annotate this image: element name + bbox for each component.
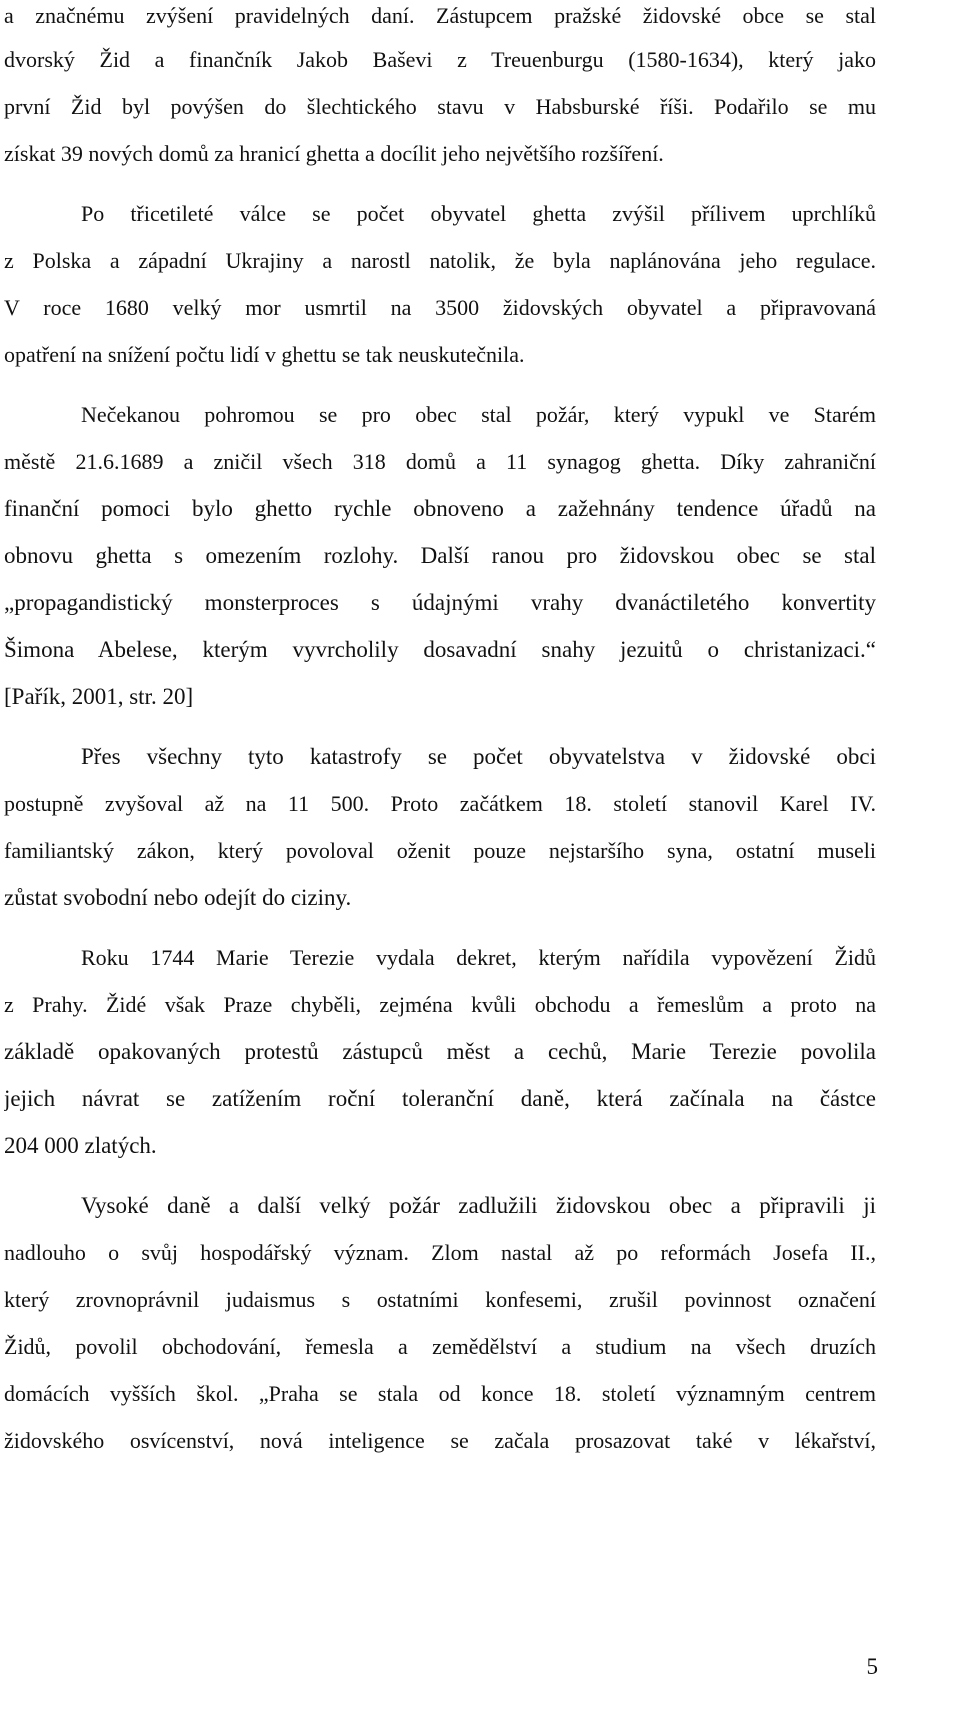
text-line: 204 000 zlatých. [4, 1133, 157, 1158]
text-line: z Polska a západní Ukrajiny a narostl natolik, že byla naplánována jeho regulace. [4, 248, 876, 273]
text-line: familiantský zákon, který povoloval oženit pouze nejstaršího syna, ostatní museli [4, 838, 876, 863]
text-line: finanční pomoci bylo ghetto rychle obnoveno a zažehnány tendence úřadů na [4, 496, 876, 521]
text-line: první Žid byl povýšen do šlechtického stavu v Habsburské říši. Podařilo se mu [4, 94, 876, 119]
text-line: V roce 1680 velký mor usmrtil na 3500 židovských obyvatel a připravovaná [4, 295, 876, 320]
text-line: Přes všechny tyto katastrofy se počet obyvatelstva v židovské obci [81, 744, 876, 769]
text-line: zůstat svobodní nebo odejít do ciziny. [4, 885, 352, 910]
text-line: z Prahy. Židé však Praze chyběli, zejména kvůli obchodu a řemeslům a proto na [4, 992, 876, 1017]
citation: [Pařík, 2001, str. 20] [4, 684, 194, 709]
text-line: získat 39 nových domů za hranicí ghetta a docílit jeho největšího rozšíření. [4, 141, 664, 166]
text-line: Nečekanou pohromou se pro obec stal požár, který vypukl ve Starém [81, 402, 876, 427]
text-line: židovského osvícenství, nová inteligence se začala prosazovat také v lékařství, [4, 1428, 876, 1453]
text-line: jejich návrat se zatížením roční toleranční daně, která začínala na částce [4, 1086, 876, 1111]
text-line: Židů, povolil obchodování, řemesla a zemědělství a studium na všech druzích [4, 1334, 876, 1359]
text-line: domácích vyšších škol. „Praha se stala od konce 18. století významným centrem [4, 1381, 876, 1406]
text-line: Roku 1744 Marie Terezie vydala dekret, kterým nařídila vypovězení Židů [81, 945, 876, 970]
text-line: obnovu ghetta s omezením rozlohy. Další ranou pro židovskou obec se stal [4, 543, 876, 568]
text-line: dvorský Žid a finančník Jakob Baševi z Treuenburgu (1580-1634), který jako [4, 47, 876, 72]
text-line: městě 21.6.1689 a zničil všech 318 domů a 11 synagog ghetta. Díky zahraniční [4, 449, 876, 474]
text-line: „propagandistický monsterproces s údajnými vrahy dvanáctiletého konvertity [4, 590, 876, 615]
text-line: a značnému zvýšení pravidelných daní. Zástupcem pražské židovské obce se stal [4, 3, 876, 28]
text-line: opatření na snížení počtu lidí v ghettu se tak neuskutečnila. [4, 342, 525, 367]
text-line: nadlouho o svůj hospodářský význam. Zlom nastal až po reformách Josefa II., [4, 1240, 876, 1265]
text-line: základě opakovaných protestů zástupců měst a cechů, Marie Terezie povolila [4, 1039, 876, 1064]
text-line: Vysoké daně a další velký požár zadlužili židovskou obec a připravili ji [81, 1193, 876, 1218]
text-line: Šimona Abelese, kterým vyvrcholily dosavadní snahy jezuitů o christanizaci.“ [4, 637, 876, 662]
text-line: který zrovnoprávnil judaismus s ostatními konfesemi, zrušil povinnost označení [4, 1287, 876, 1312]
text-line: Po třicetileté válce se počet obyvatel ghetta zvýšil přílivem uprchlíků [81, 201, 876, 226]
page-number: 5 [866, 1654, 878, 1679]
text-line: postupně zvyšoval až na 11 500. Proto začátkem 18. století stanovil Karel IV. [4, 791, 876, 816]
